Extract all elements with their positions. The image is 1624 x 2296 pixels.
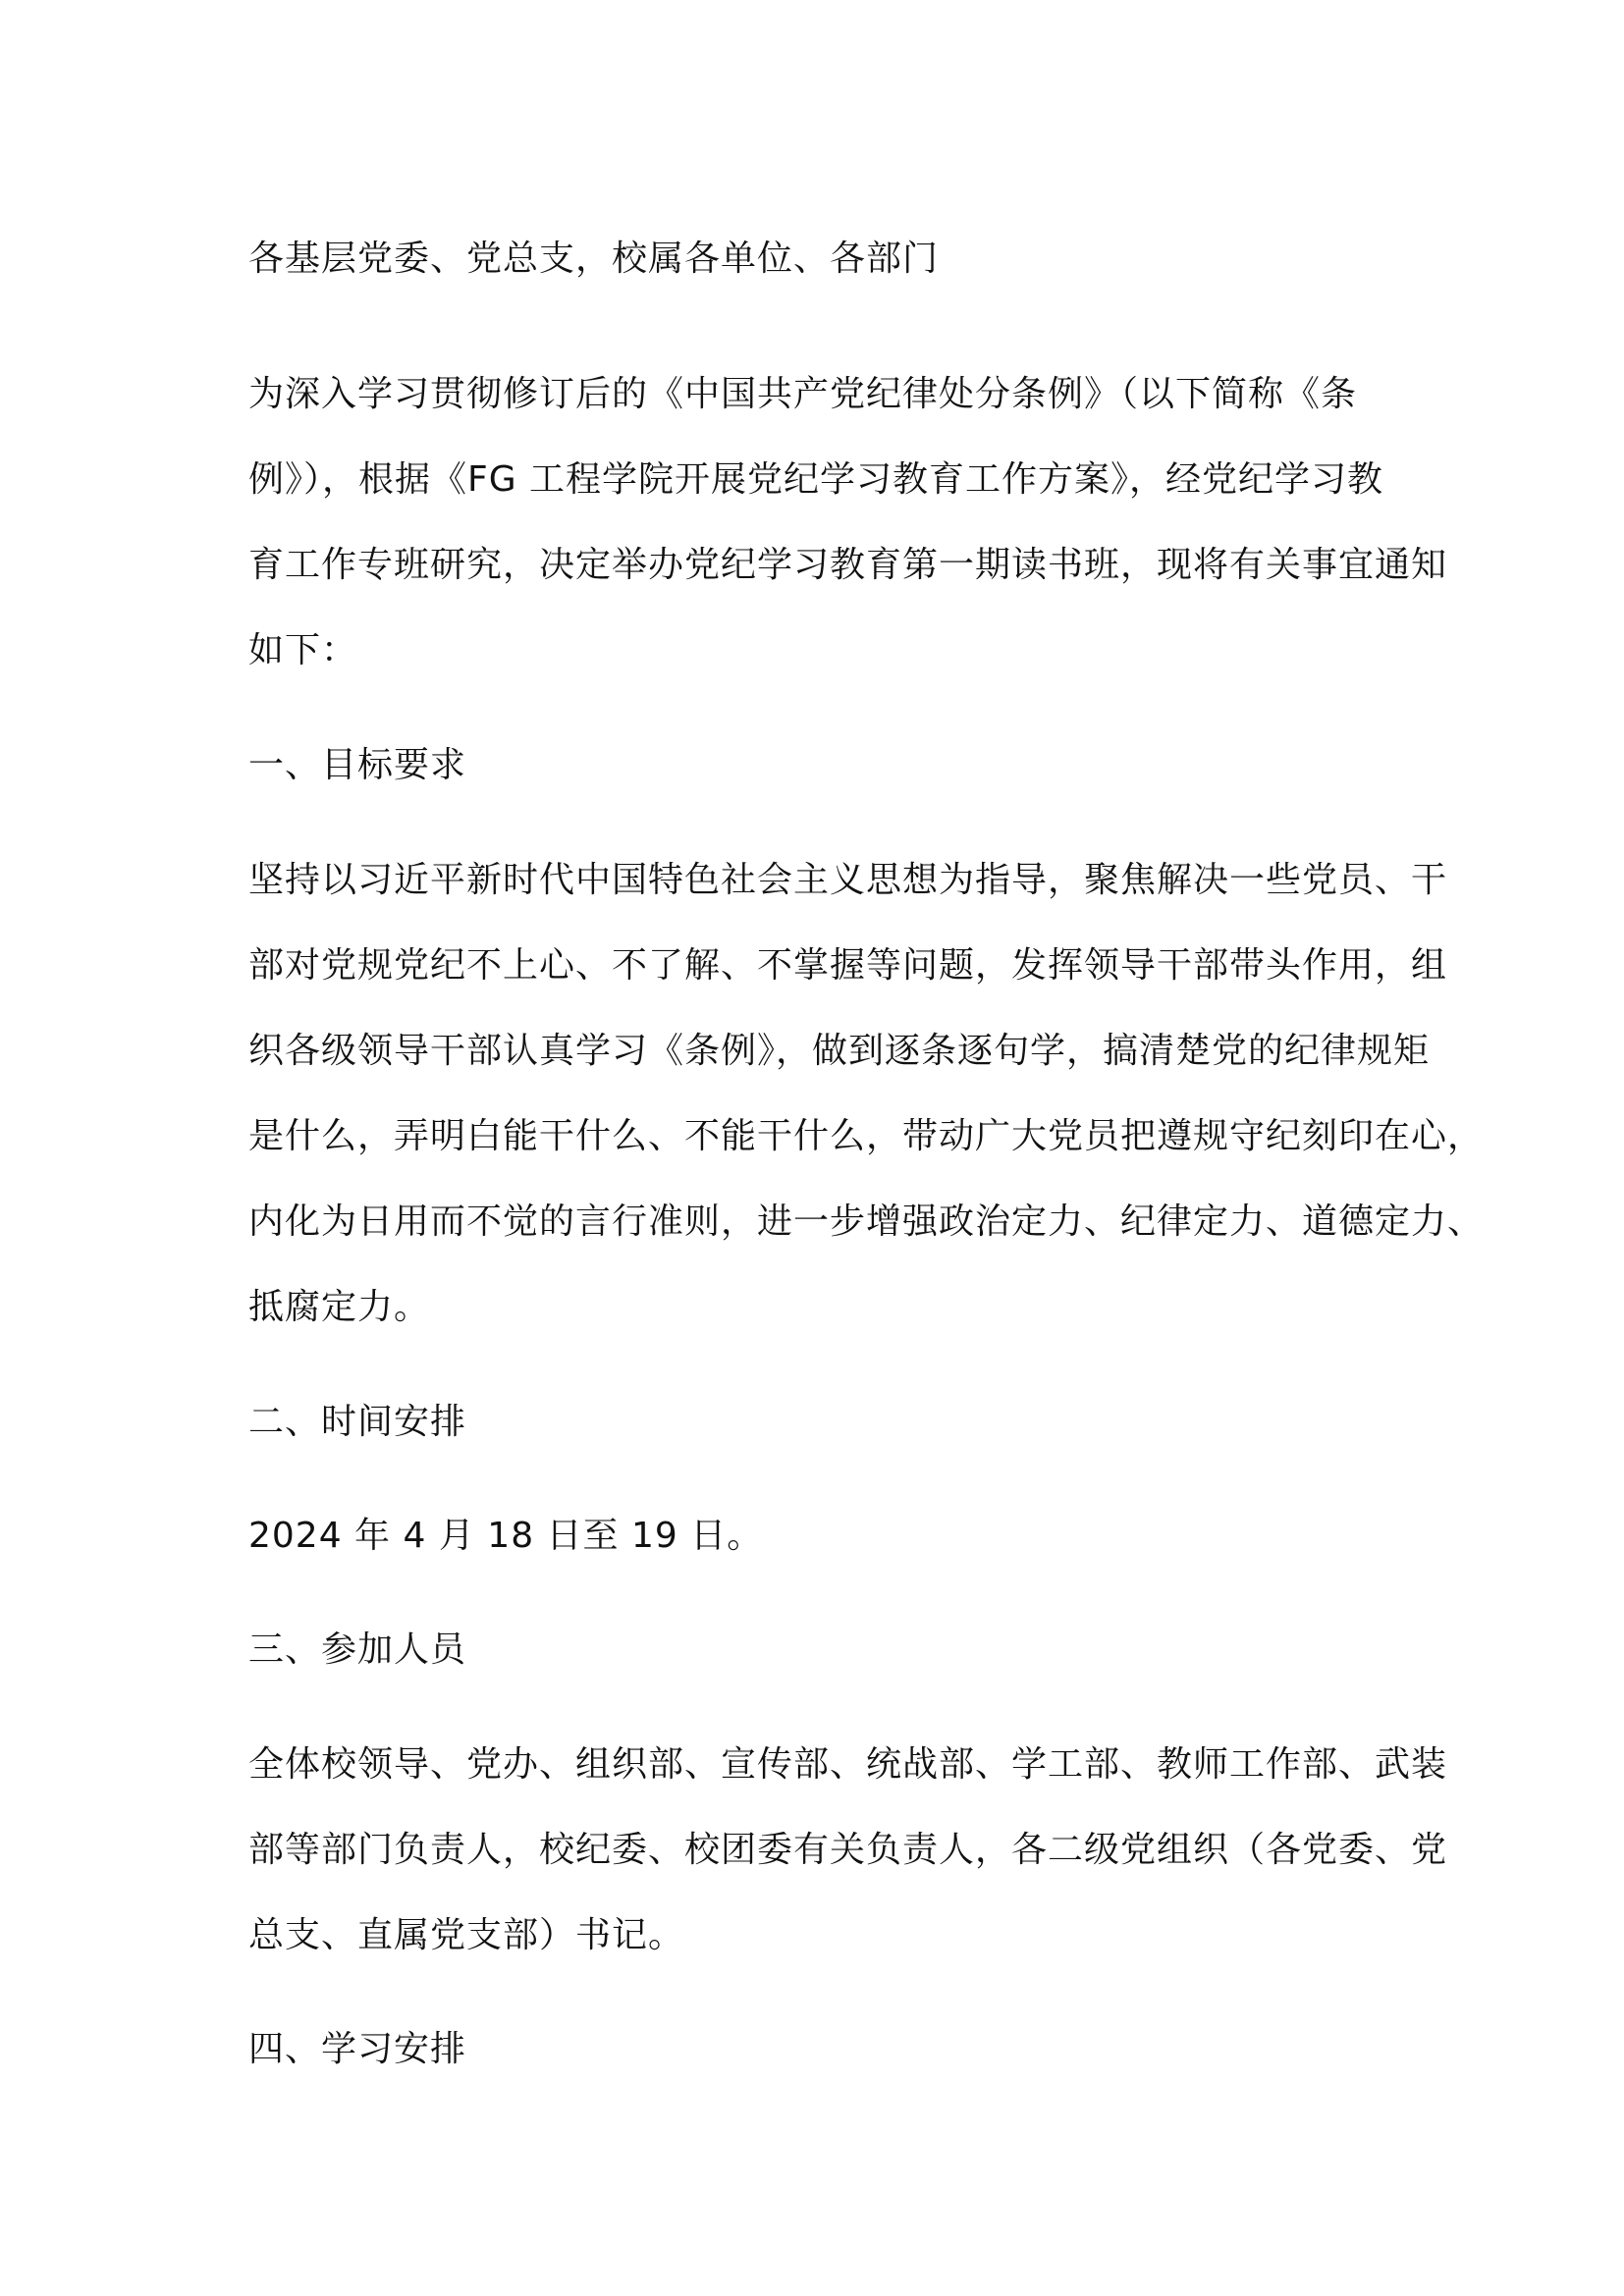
body-line: 部等部门负责人，校纪委、校团委有关负责人，各二级党组织（各党委、党 [248,1830,1448,1870]
section-heading-study-plan [248,2006,1486,2092]
intro-line: 例》），根据《FG 工程学院开展党纪学习教育工作方案》，经党纪学习教 [248,459,1384,500]
goals-paragraph [248,837,1486,1350]
body-line: 2024 年 4 月 18 日至 19 日。 [248,1516,764,1556]
body-line: 总支、直属党支部）书记。 [248,1915,685,1955]
participants-paragraph [248,1722,1486,1978]
addressee [248,216,1486,301]
body-line: 部对党规党纪不上心、不了解、不掌握等问题，发挥领导干部带头作用，组 [248,945,1448,986]
section-heading-schedule [248,1379,1486,1465]
body-line: 是什么，弄明白能干什么、不能干什么，带动广大党员把遵规守纪刻印在心， [248,1116,1485,1156]
schedule-paragraph [248,1493,1486,1578]
section-heading-text: 二、时间安排 [248,1402,467,1442]
intro-line: 为深入学习贯彻修订后的《中国共产党纪律处分条例》（以下简称《条 [248,374,1358,414]
section-heading-text: 三、参加人员 [248,1629,467,1670]
section-heading-goals [248,722,1486,808]
addressee-text: 各基层党委、党总支，校属各单位、各部门 [248,239,940,279]
intro-line: 如下： [248,630,358,670]
body-line: 抵腐定力。 [248,1287,431,1327]
body-line: 内化为日用而不觉的言行准则，进一步增强政治定力、纪律定力、道德定力、 [248,1201,1485,1242]
intro-line: 育工作专班研究，决定举办党纪学习教育第一期读书班，现将有关事宜通知 [248,545,1448,585]
body-line: 坚持以习近平新时代中国特色社会主义思想为指导，聚焦解决一些党员、干 [248,860,1448,900]
body-line: 织各级领导干部认真学习《条例》，做到逐条逐句学，搞清楚党的纪律规矩 [248,1031,1431,1071]
section-heading-participants [248,1607,1486,1692]
body-line: 全体校领导、党办、组织部、宣传部、统战部、学工部、教师工作部、武装 [248,1744,1448,1785]
section-heading-text: 四、学习安排 [248,2029,467,2069]
section-heading-text: 一、目标要求 [248,745,467,785]
intro-paragraph [248,351,1486,693]
